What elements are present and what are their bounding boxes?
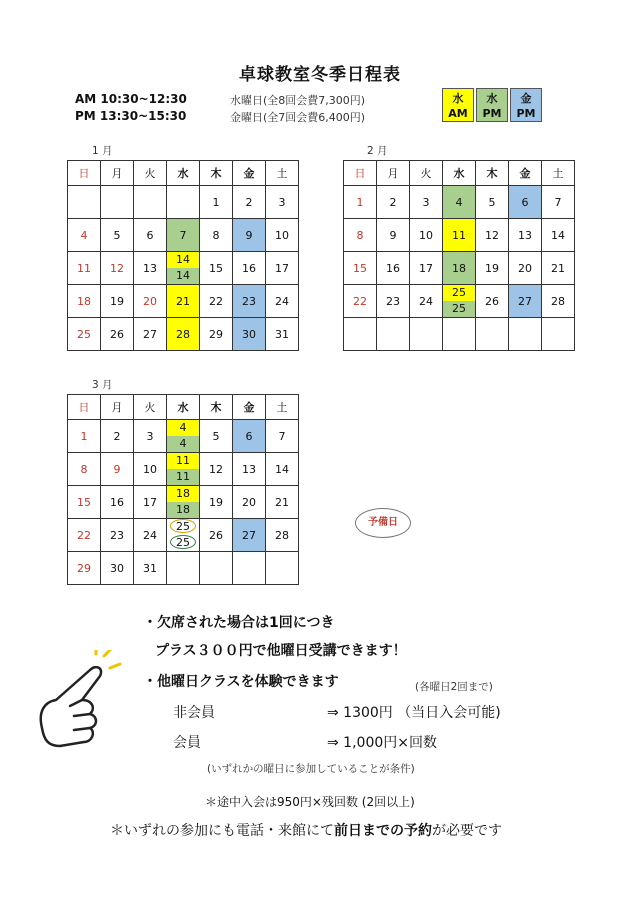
session-top: 25	[443, 285, 475, 301]
note-absence: ・欠席された場合は1回につき	[143, 615, 335, 631]
calendar-march	[67, 394, 299, 585]
calendar-day: 11	[68, 252, 101, 285]
nonmember-label: 非会員	[173, 705, 215, 721]
legend-period: PM	[482, 107, 502, 120]
calendar-day: 27	[509, 285, 542, 318]
calendar-day: 30	[101, 552, 134, 585]
session-bottom: 11	[167, 469, 199, 485]
calendar-day: 23	[101, 519, 134, 552]
calendar-day: 9	[101, 453, 134, 486]
am-time: AM 10:30~12:30	[75, 92, 187, 106]
weekday-header: 日	[344, 161, 377, 186]
calendar-day: 3	[134, 420, 167, 453]
weekday-header: 金	[509, 161, 542, 186]
circled-date: 25	[170, 535, 196, 549]
calendar-day	[167, 420, 200, 453]
circled-date: 25	[170, 519, 196, 533]
weekday-header: 木	[476, 161, 509, 186]
calendar-day	[134, 186, 167, 219]
pm-time: PM 13:30~15:30	[75, 109, 187, 123]
calendar-day: 10	[266, 219, 299, 252]
calendar-day: 24	[266, 285, 299, 318]
calendar-day: 25	[68, 318, 101, 351]
reservation-highlight: 前日までの予約	[334, 823, 432, 839]
weekday-header: 金	[233, 395, 266, 420]
calendar-day: 21	[542, 252, 575, 285]
calendar-day: 13	[233, 453, 266, 486]
pointing-hand-icon	[30, 650, 125, 760]
calendar-day: 2	[377, 186, 410, 219]
legend-day: 水	[452, 92, 464, 105]
calendar-day: 20	[509, 252, 542, 285]
calendar-day: 22	[200, 285, 233, 318]
weekday-header: 日	[68, 161, 101, 186]
calendar-week	[344, 219, 575, 252]
calendar-day: 10	[410, 219, 443, 252]
calendar-day: 8	[200, 219, 233, 252]
calendar-day: 6	[233, 420, 266, 453]
calendar-day	[344, 318, 377, 351]
calendar-day: 3	[410, 186, 443, 219]
calendar-day: 2	[233, 186, 266, 219]
calendar-day	[68, 186, 101, 219]
weekday-header: 土	[266, 395, 299, 420]
calendar-day: 22	[344, 285, 377, 318]
session-top: 4	[167, 420, 199, 436]
weekday-header: 月	[101, 395, 134, 420]
calendar-day: 19	[476, 252, 509, 285]
calendar-day	[266, 552, 299, 585]
session-bottom: 18	[167, 502, 199, 518]
legend-box	[442, 88, 474, 122]
weekday-header: 水	[167, 395, 200, 420]
weekday-header: 土	[266, 161, 299, 186]
member-label: 会員	[173, 735, 201, 751]
session-top: 18	[167, 486, 199, 502]
calendar-day: 17	[134, 486, 167, 519]
calendar-day: 17	[410, 252, 443, 285]
reserve-day-badge: 予備日	[355, 508, 411, 538]
note-trial: ・他曜日クラスを体験できます	[143, 674, 339, 690]
calendar-day: 23	[377, 285, 410, 318]
calendar-day: 1	[200, 186, 233, 219]
weekday-header: 木	[200, 395, 233, 420]
weekday-header: 水	[443, 161, 476, 186]
calendar-day: 9	[233, 219, 266, 252]
legend-box	[510, 88, 542, 122]
legend-day: 金	[520, 92, 532, 105]
session-bottom	[167, 535, 199, 551]
weekday-header: 水	[167, 161, 200, 186]
calendar-week	[344, 285, 575, 318]
calendar-day: 29	[68, 552, 101, 585]
calendar-day: 5	[101, 219, 134, 252]
calendar-day: 13	[509, 219, 542, 252]
calendar-day: 31	[134, 552, 167, 585]
calendar-day: 9	[377, 219, 410, 252]
weekday-header: 火	[410, 161, 443, 186]
calendar-day: 5	[200, 420, 233, 453]
calendar-day: 1	[344, 186, 377, 219]
month-label-jan: 1 月	[92, 145, 113, 157]
calendar-day: 7	[167, 219, 200, 252]
calendar-day: 18	[68, 285, 101, 318]
calendar-week	[68, 285, 299, 318]
calendar-day: 6	[134, 219, 167, 252]
calendar-day	[509, 318, 542, 351]
calendar-week	[68, 252, 299, 285]
calendar-day	[377, 318, 410, 351]
calendar-day: 12	[200, 453, 233, 486]
calendar-day: 26	[200, 519, 233, 552]
calendar-day: 13	[134, 252, 167, 285]
calendar-day: 26	[476, 285, 509, 318]
calendar-february	[343, 160, 575, 351]
calendar-day	[167, 186, 200, 219]
calendar-day: 16	[377, 252, 410, 285]
calendar-day: 7	[542, 186, 575, 219]
calendar-day: 28	[167, 318, 200, 351]
calendar-day: 31	[266, 318, 299, 351]
calendar-day: 10	[134, 453, 167, 486]
session-bottom: 25	[443, 301, 475, 317]
calendar-january	[67, 160, 299, 351]
calendar-day: 14	[266, 453, 299, 486]
calendar-day: 12	[476, 219, 509, 252]
calendar-day: 21	[167, 285, 200, 318]
calendar-week	[344, 318, 575, 351]
calendar-week	[344, 186, 575, 219]
legend-box	[476, 88, 508, 122]
session-top: 11	[167, 453, 199, 469]
calendar-day	[167, 453, 200, 486]
calendar-day: 28	[266, 519, 299, 552]
calendar-day: 26	[101, 318, 134, 351]
calendar-week	[68, 420, 299, 453]
calendar-day: 15	[200, 252, 233, 285]
legend-period: PM	[516, 107, 536, 120]
calendar-day	[476, 318, 509, 351]
calendar-day	[200, 552, 233, 585]
weekday-header: 火	[134, 161, 167, 186]
session-top: 14	[167, 252, 199, 268]
calendar-day: 19	[101, 285, 134, 318]
wednesday-fee: 水曜日(全8回会費7,300円)	[230, 94, 366, 107]
calendar-day: 6	[509, 186, 542, 219]
legend-period: AM	[448, 107, 468, 120]
page-title: 卓球教室冬季日程表	[239, 65, 401, 85]
calendar-day: 28	[542, 285, 575, 318]
calendar-day	[542, 318, 575, 351]
reservation-text-end: が必要です	[432, 823, 502, 839]
calendar-day: 11	[443, 219, 476, 252]
calendar-day	[233, 552, 266, 585]
calendar-day: 27	[134, 318, 167, 351]
weekday-header: 金	[233, 161, 266, 186]
nonmember-price: ⇒ 1300円 （当日入会可能)	[327, 705, 501, 721]
calendar-day: 1	[68, 420, 101, 453]
note-condition: (いずれかの曜日に参加していることが条件)	[207, 763, 415, 775]
calendar-week	[68, 186, 299, 219]
note-reservation	[110, 820, 502, 840]
reservation-text: ＊いずれの参加にも電話・来館にて	[110, 823, 334, 839]
calendar-day: 4	[443, 186, 476, 219]
calendar-day: 7	[266, 420, 299, 453]
weekday-header: 月	[377, 161, 410, 186]
weekday-header: 月	[101, 161, 134, 186]
calendar-day: 27	[233, 519, 266, 552]
calendar-day: 2	[101, 420, 134, 453]
session-bottom: 4	[167, 436, 199, 452]
calendar-day: 4	[68, 219, 101, 252]
calendar-week	[68, 552, 299, 585]
month-label-feb: 2 月	[367, 145, 388, 157]
note-midway: ＊途中入会は950円×残回数 (2回以上)	[205, 795, 415, 809]
calendar-week	[68, 486, 299, 519]
weekday-header: 土	[542, 161, 575, 186]
calendar-day	[167, 519, 200, 552]
calendar-day	[443, 318, 476, 351]
month-label-mar: 3 月	[92, 379, 113, 391]
calendar-day	[101, 186, 134, 219]
calendar-day: 16	[101, 486, 134, 519]
session-top	[167, 519, 199, 535]
friday-fee: 金曜日(全7回会費6,400円)	[230, 111, 366, 124]
calendar-day: 16	[233, 252, 266, 285]
note-limit: (各曜日2回まで)	[415, 681, 493, 693]
calendar-week	[68, 219, 299, 252]
calendar-day: 24	[134, 519, 167, 552]
calendar-day: 21	[266, 486, 299, 519]
session-bottom: 14	[167, 268, 199, 284]
calendar-day: 8	[68, 453, 101, 486]
calendar-week	[344, 252, 575, 285]
calendar-day: 24	[410, 285, 443, 318]
calendar-day	[167, 252, 200, 285]
calendar-week	[68, 453, 299, 486]
calendar-day: 14	[542, 219, 575, 252]
weekday-header: 火	[134, 395, 167, 420]
calendar-day	[410, 318, 443, 351]
calendar-day: 29	[200, 318, 233, 351]
calendar-day: 30	[233, 318, 266, 351]
calendar-day: 17	[266, 252, 299, 285]
calendar-day	[167, 486, 200, 519]
weekday-header: 日	[68, 395, 101, 420]
member-price: ⇒ 1,000円×回数	[327, 735, 437, 751]
calendar-day: 20	[134, 285, 167, 318]
calendar-day: 20	[233, 486, 266, 519]
calendar-day	[443, 285, 476, 318]
calendar-day: 15	[68, 486, 101, 519]
calendar-week	[68, 318, 299, 351]
calendar-day	[167, 552, 200, 585]
note-plus-300: プラス３００円で他曜日受講できます！	[155, 643, 407, 659]
calendar-day: 8	[344, 219, 377, 252]
weekday-header: 木	[200, 161, 233, 186]
legend-day: 水	[486, 92, 498, 105]
calendar-day: 18	[443, 252, 476, 285]
calendar-day: 23	[233, 285, 266, 318]
calendar-week	[68, 519, 299, 552]
calendar-day: 22	[68, 519, 101, 552]
calendar-day: 15	[344, 252, 377, 285]
calendar-day: 12	[101, 252, 134, 285]
calendar-day: 19	[200, 486, 233, 519]
calendar-day: 3	[266, 186, 299, 219]
calendar-day: 5	[476, 186, 509, 219]
